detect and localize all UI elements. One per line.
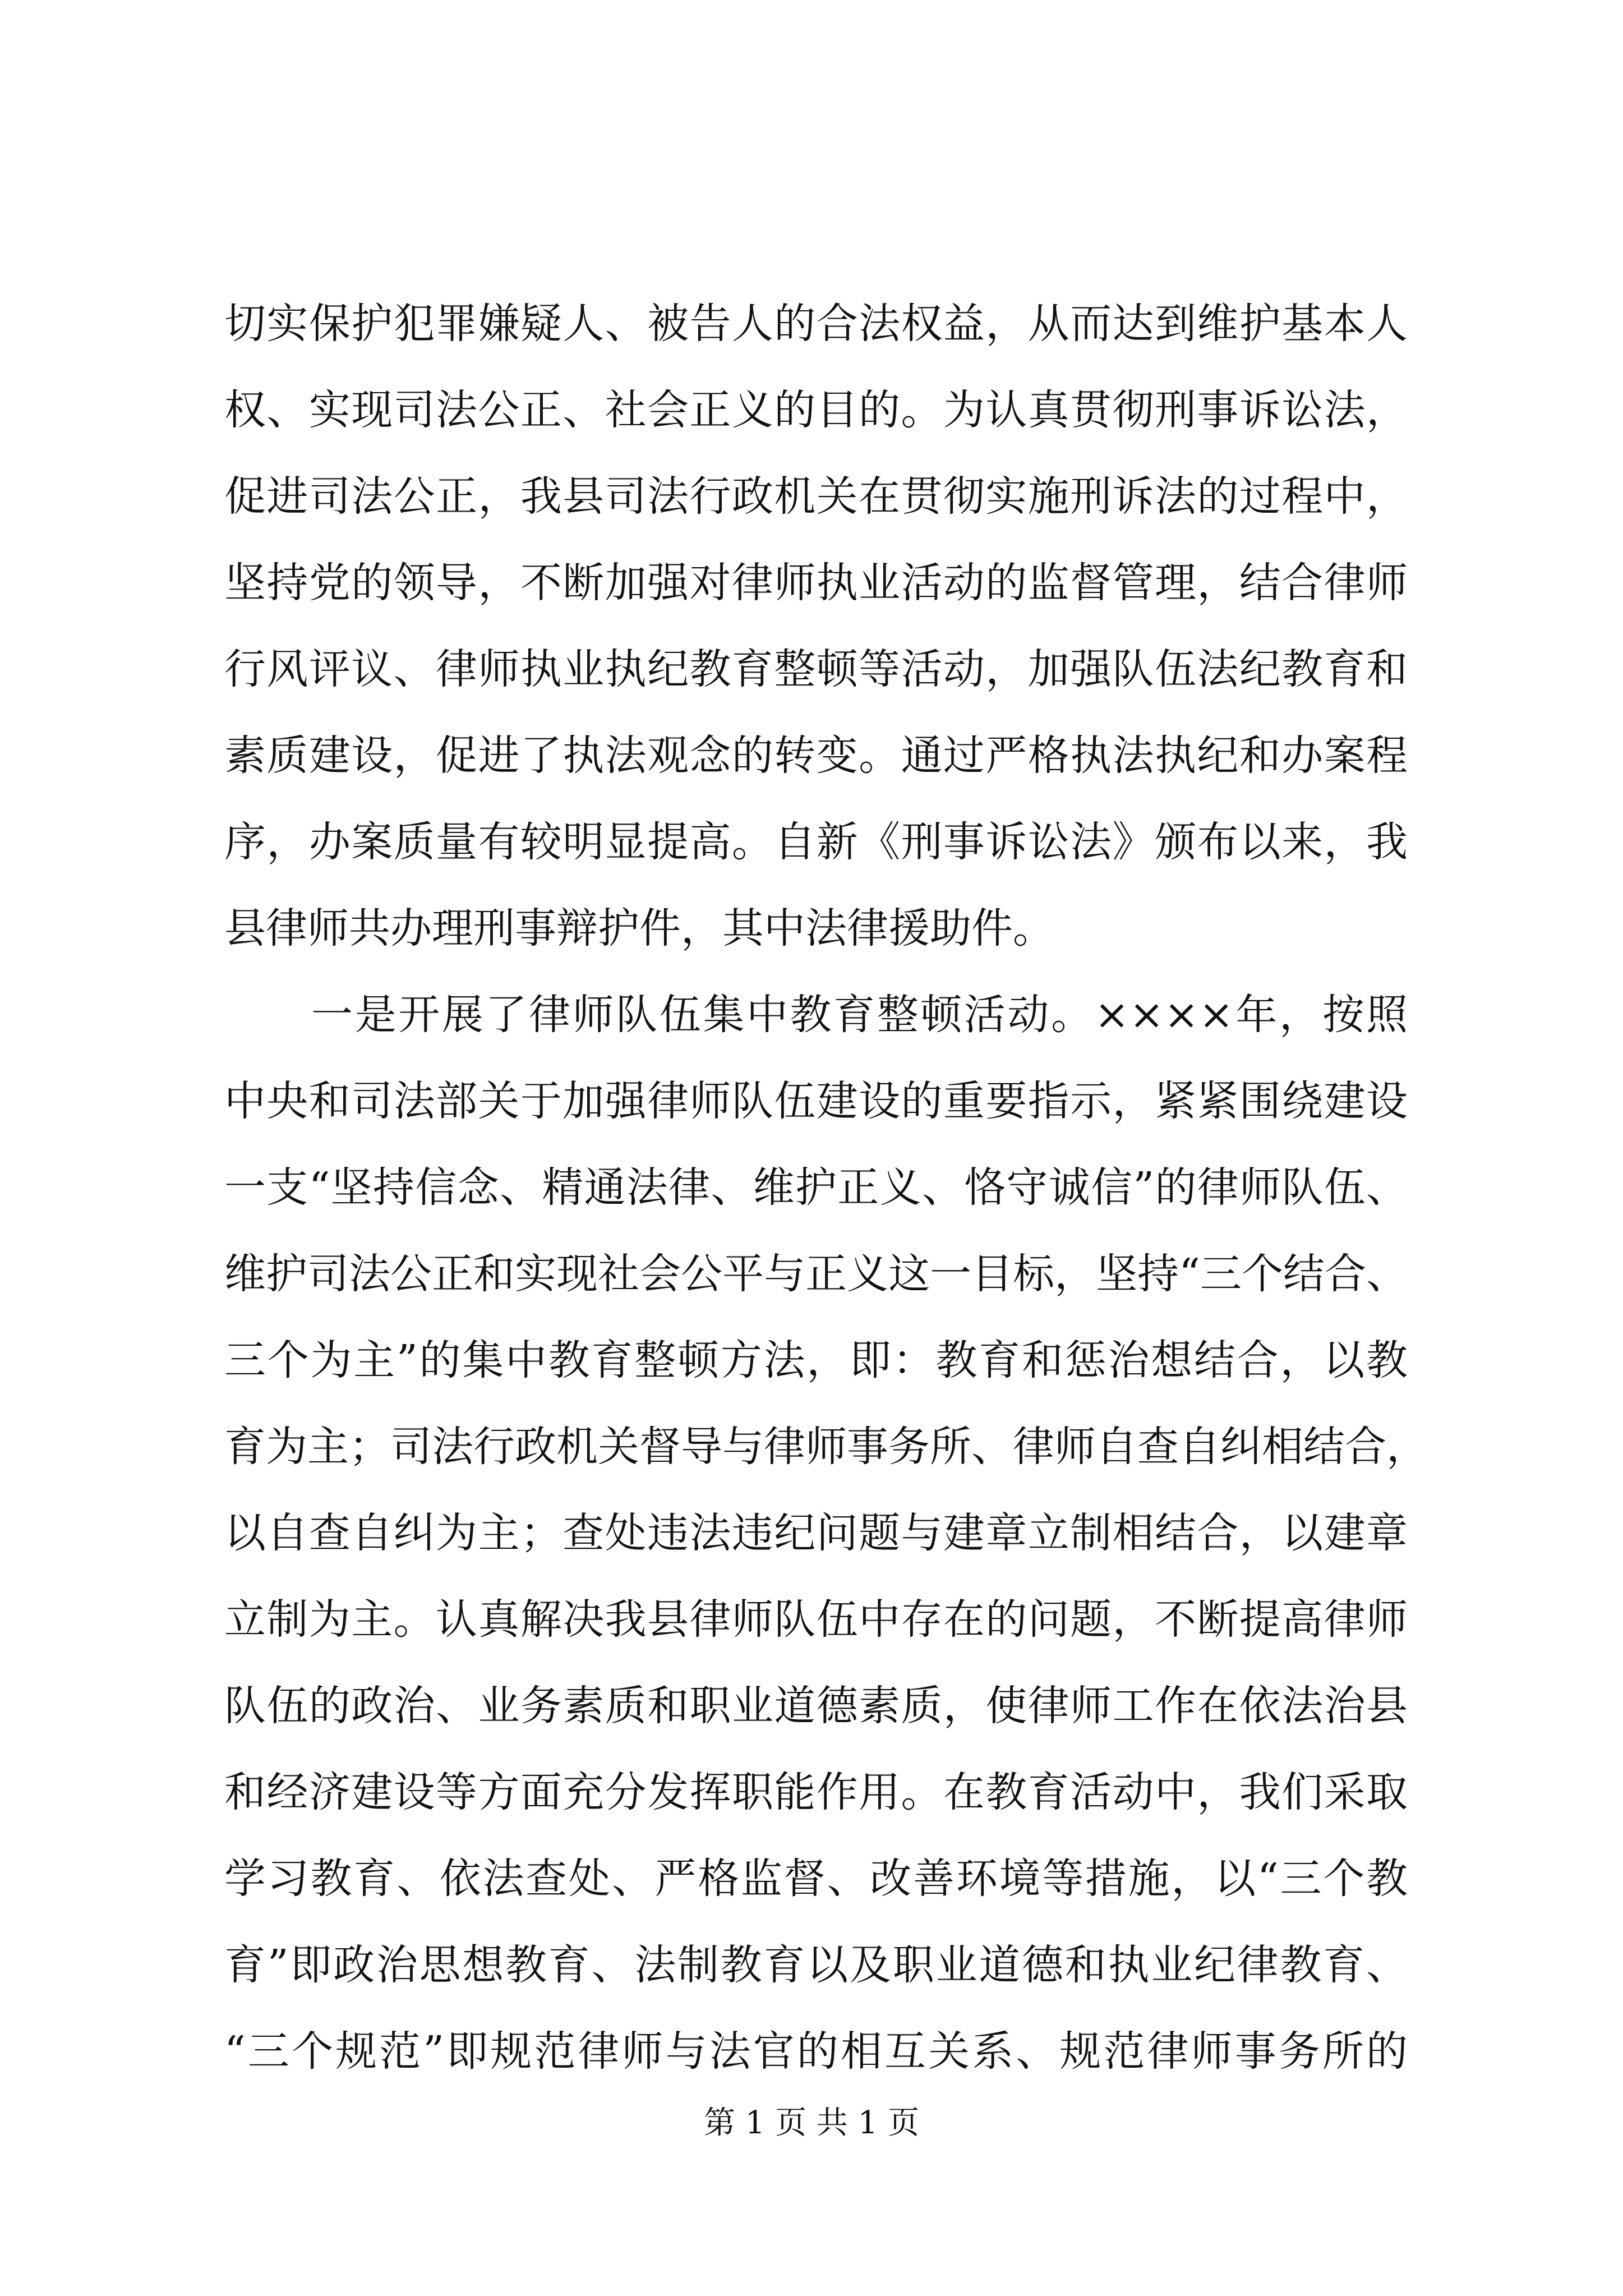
text-line: 一是开展了律师队伍集中教育整顿活动。××××年，按照 [224,991,1408,1039]
paragraph [224,280,1408,972]
page-number-label: 第 1 页 共 1 页 [703,2105,920,2141]
page-footer [0,2101,1623,2146]
text-line: 以自查自纠为主；查处违法违纪问题与建章立制相结合，以建章 [224,1509,1408,1557]
text-line: 中央和司法部关于加强律师队伍建设的重要指示，紧紧围绕建设 [224,1077,1408,1125]
text-line: 和经济建设等方面充分发挥职能作用。在教育活动中，我们采取 [224,1768,1408,1816]
text-line: 权、实现司法公正、社会正义的目的。为认真贯彻刑事诉讼法， [224,386,1408,434]
text-line: 素质建设，促进了执法观念的转变。通过严格执法执纪和办案程 [224,731,1408,780]
text-line: 育为主；司法行政机关督导与律师事务所、律师自查自纠相结合， [224,1423,1428,1471]
text-line: 促进司法公正，我县司法行政机关在贯彻实施刑诉法的过程中， [224,472,1408,521]
text-line: 三个为主”的集中教育整顿方法，即：教育和惩治想结合，以教 [224,1336,1408,1384]
text-line: 县律师共办理刑事辩护件，其中法律援助件。 [224,904,1054,953]
text-line: 坚持党的领导，不断加强对律师执业活动的监督管理，结合律师 [224,559,1408,607]
document-body [224,280,1428,2095]
text-line: 一支“坚持信念、精通法律、维护正义、恪守诚信”的律师队伍、 [224,1163,1408,1212]
text-line: 育”即政治思想教育、法制教育以及职业道德和执业纪律教育、 [224,1941,1408,1989]
text-line: 行风评议、律师执业执纪教育整顿等活动，加强队伍法纪教育和 [224,645,1408,693]
text-line: 学习教育、依法查处、严格监督、改善环境等措施，以“三个教 [224,1855,1408,1903]
text-line: 维护司法公正和实现社会公平与正义这一目标，坚持“三个结合、 [224,1250,1408,1298]
text-line: 序，办案质量有较明显提高。自新《刑事诉讼法》颁布以来，我 [224,818,1408,866]
paragraph [224,972,1428,2095]
text-line: 切实保护犯罪嫌疑人、被告人的合法权益，从而达到维护基本人 [224,300,1408,348]
text-line: “三个规范”即规范律师与法官的相互关系、规范律师事务所的 [224,2027,1408,2076]
text-line: 队伍的政治、业务素质和职业道德素质，使律师工作在依法治县 [224,1682,1408,1730]
text-line: 立制为主。认真解决我县律师队伍中存在的问题，不断提高律师 [224,1595,1408,1644]
